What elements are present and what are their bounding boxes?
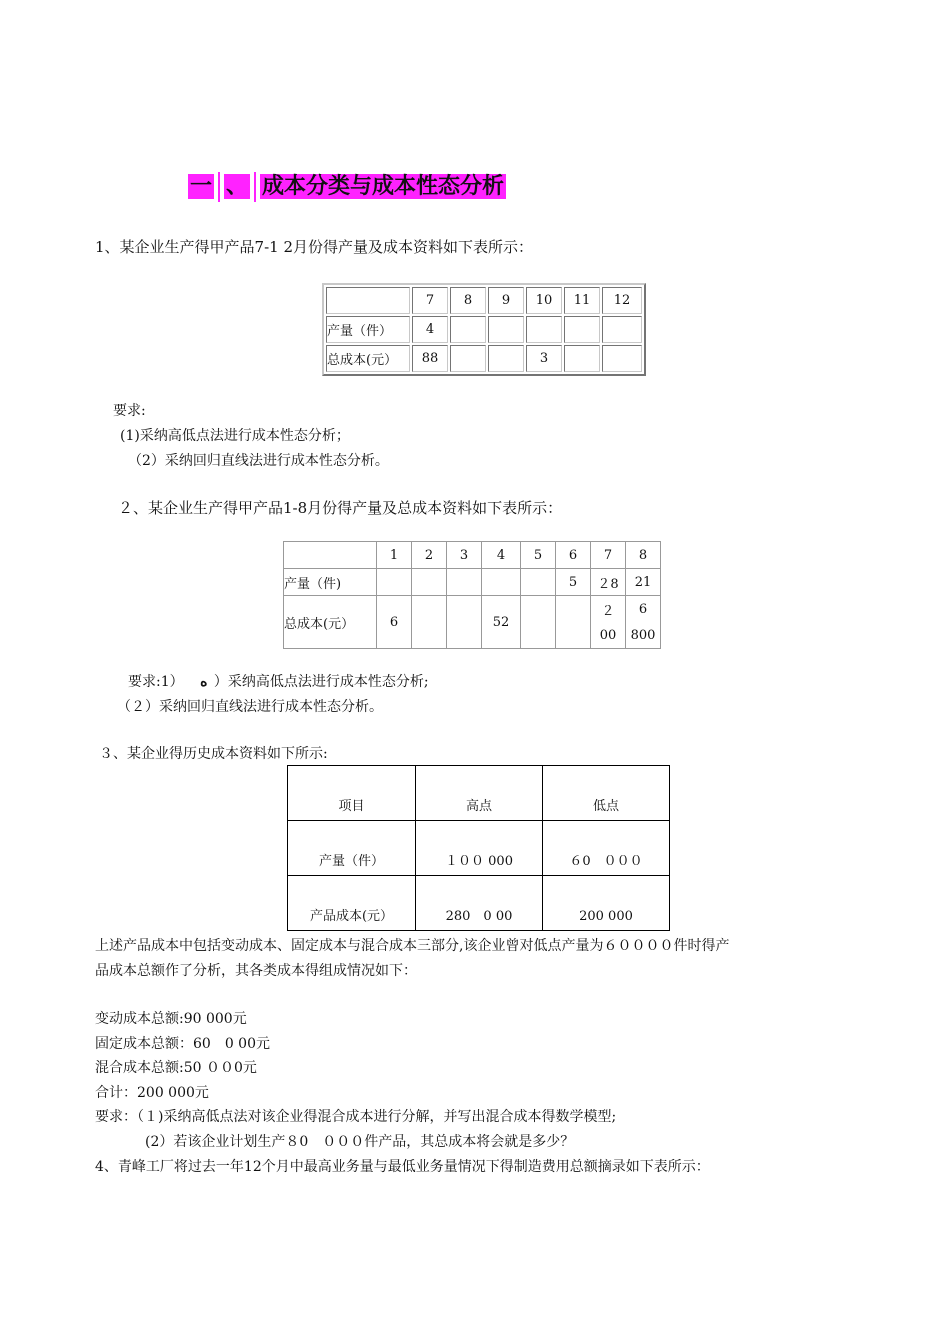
question-4-text: 4、青峰工厂将过去一年12个月中最高业务量与最低业务量情况下得制造费用总额摘录如下表所示：	[95, 1159, 710, 1175]
table-cell: １００ 000	[416, 821, 543, 876]
section-separator: 、	[226, 174, 249, 199]
table-row	[284, 569, 661, 596]
question-3-requirement-1: 要求：（１)采纳高低点法对该企业得混合成本进行分解，并写出混合成本得数学模型;	[95, 1109, 617, 1125]
table-cell: 6	[556, 542, 591, 569]
table-cell	[556, 596, 591, 649]
question-2-requirement-1	[128, 671, 429, 691]
table-cell: 7	[412, 287, 448, 314]
table-cell	[447, 596, 482, 649]
table-row	[284, 596, 661, 623]
title-separator-bar-2	[254, 172, 256, 202]
table-cell: 4	[482, 542, 521, 569]
table-cell	[284, 542, 377, 569]
question-3-table	[287, 765, 670, 931]
section-title-text: 成本分类与成本性态分析	[262, 174, 505, 199]
table-cell: 产量（件)	[284, 569, 377, 596]
table-cell: 00	[591, 622, 626, 649]
table-cell	[447, 569, 482, 596]
table-cell: 12	[602, 287, 642, 314]
table-cell: 280 0 00	[416, 876, 543, 931]
requirement-prefix: 要求:1）	[128, 674, 184, 690]
section-number: 一	[190, 174, 213, 199]
table-cell	[377, 569, 412, 596]
table-cell: 产品成本(元）	[288, 876, 416, 931]
table-cell	[326, 287, 410, 314]
question-3-paragraph-line-2: 品成本总额作了分析，其各类成本得组成情况如下：	[95, 963, 417, 979]
table-cell: 8	[450, 287, 486, 314]
table-cell: 低点	[543, 766, 670, 821]
cost-item-mixed: 混合成本总额:50 ００0元	[95, 1060, 257, 1076]
table-cell	[482, 569, 521, 596]
table-cell: 6	[377, 596, 412, 649]
table-cell: 200 000	[543, 876, 670, 931]
stray-glyph: ه	[200, 674, 208, 690]
title-separator-bar	[218, 172, 220, 202]
table-cell	[564, 316, 600, 343]
question-1-requirement-2: （2）采纳回归直线法进行成本性态分析。	[128, 453, 389, 469]
table-cell	[412, 596, 447, 649]
table-cell: 总成本(元）	[326, 345, 410, 372]
question-1-text: 1、某企业生产得甲产品7-1 2月份得产量及成本资料如下表所示：	[95, 238, 534, 256]
table-cell: 88	[412, 345, 448, 372]
table-cell: ２8	[591, 569, 626, 596]
table-cell: 52	[482, 596, 521, 649]
table-cell	[488, 345, 524, 372]
table-cell: 11	[564, 287, 600, 314]
table-cell	[521, 596, 556, 649]
question-1-table	[322, 283, 646, 376]
table-cell: ６0 ０００	[543, 821, 670, 876]
table-row	[326, 316, 642, 343]
table-cell: 3	[447, 542, 482, 569]
table-cell: 产量（件）	[288, 821, 416, 876]
cost-item-variable: 变动成本总额:90 000元	[95, 1011, 247, 1027]
question-3-paragraph-line-1: 上述产品成本中包括变动成本、固定成本与混合成本三部分,该企业曾对低点产量为６００００件时得产	[95, 938, 730, 954]
question-2-text: ２、某企业生产得甲产品1-8月份得产量及总成本资料如下表所示：	[118, 499, 563, 517]
table-cell	[602, 316, 642, 343]
table-cell: ２	[591, 596, 626, 623]
table-row	[288, 821, 670, 876]
table-cell: 7	[591, 542, 626, 569]
table-cell	[450, 316, 486, 343]
cost-item-total: 合计：200 000元	[95, 1085, 209, 1101]
table-cell	[412, 569, 447, 596]
table-cell: 高点	[416, 766, 543, 821]
table-cell: 800	[626, 622, 661, 649]
table-cell	[526, 316, 562, 343]
question-3-text: ３、某企业得历史成本资料如下所示:	[99, 746, 328, 762]
table-cell	[602, 345, 642, 372]
question-1-requirement-1: (1)采纳高低点法进行成本性态分析；	[120, 428, 350, 444]
table-cell: 产量（件）	[326, 316, 410, 343]
table-cell: 总成本(元）	[284, 596, 377, 649]
table-row	[288, 766, 670, 821]
table-cell: 2	[412, 542, 447, 569]
question-3-requirement-2: (2）若该企业计划生产８0 ０００件产品，其总成本将会就是多少？	[145, 1134, 575, 1150]
question-1-requirement-label: 要求:	[113, 403, 146, 419]
table-cell: 项目	[288, 766, 416, 821]
table-cell	[488, 316, 524, 343]
table-cell: 6	[626, 596, 661, 623]
table-cell	[450, 345, 486, 372]
table-cell: 9	[488, 287, 524, 314]
question-2-requirement-2: （２）采纳回归直线法进行成本性态分析。	[117, 699, 383, 715]
table-cell	[521, 569, 556, 596]
table-cell: 10	[526, 287, 562, 314]
section-title	[188, 172, 506, 202]
table-row	[326, 345, 642, 372]
requirement-text: ）采纳高低点法进行成本性态分析;	[213, 674, 429, 690]
cost-item-fixed: 固定成本总额：60 0 00元	[95, 1036, 270, 1052]
table-cell	[564, 345, 600, 372]
table-cell: 1	[377, 542, 412, 569]
table-row	[284, 542, 661, 569]
table-cell: 21	[626, 569, 661, 596]
question-2-table	[283, 541, 661, 649]
table-cell: 5	[521, 542, 556, 569]
table-row	[326, 287, 642, 314]
table-cell: 3	[526, 345, 562, 372]
table-cell: 5	[556, 569, 591, 596]
table-row	[288, 876, 670, 931]
table-cell: 4	[412, 316, 448, 343]
table-cell: 8	[626, 542, 661, 569]
